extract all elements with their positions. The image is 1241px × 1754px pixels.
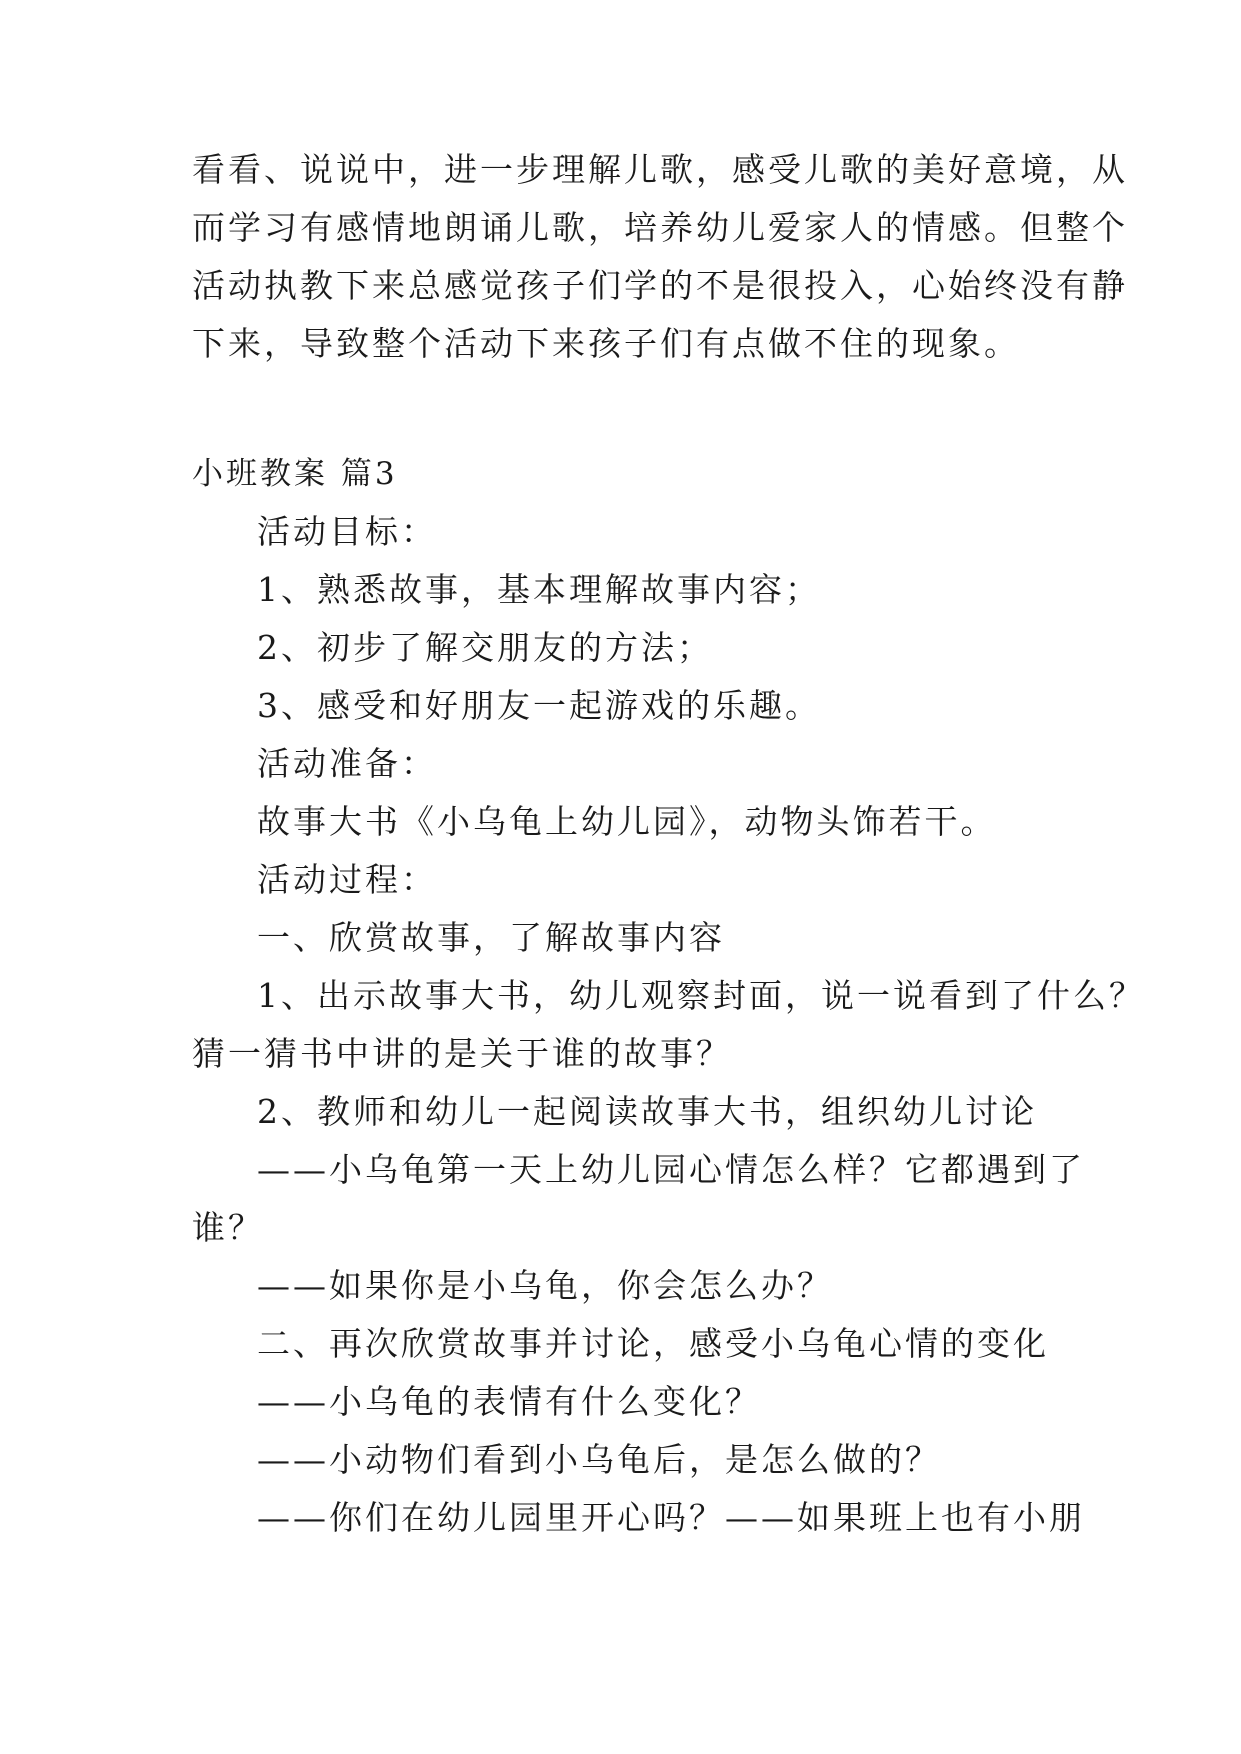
goal-item-3: 3、感受和好朋友一起游戏的乐趣。 [257,686,821,725]
intro-line-1: 看看、说说中，进一步理解儿歌，感受儿歌的美好意境，从 [192,150,1128,189]
step2-title: 二、再次欣赏故事并讨论，感受小乌龟心情的变化 [257,1324,1049,1363]
goal-item-2: 2、初步了解交朋友的方法； [257,628,713,667]
question-1-line-1: ——小乌龟第一天上幼儿园心情怎么样？它都遇到了 [257,1150,1085,1189]
goal-item-1: 1、熟悉故事，基本理解故事内容； [257,570,821,609]
intro-line-2: 而学习有感情地朗诵儿歌，培养幼儿爱家人的情感。但整个 [192,208,1128,247]
question-2: ——如果你是小乌龟，你会怎么办？ [257,1266,833,1305]
question-5: ——你们在幼儿园里开心吗？——如果班上也有小朋 [257,1498,1085,1537]
question-1-line-2: 谁？ [192,1208,264,1247]
step1-item1-line-1: 1、出示故事大书，幼儿观察封面，说一说看到了什么？ [257,976,1145,1015]
step1-title: 一、欣赏故事，了解故事内容 [257,918,725,957]
intro-line-4: 下来，导致整个活动下来孩子们有点做不住的现象。 [192,324,1020,363]
question-3: ——小乌龟的表情有什么变化？ [257,1382,761,1421]
prep-title: 活动准备： [257,744,437,783]
goals-title: 活动目标： [257,512,437,551]
intro-line-3: 活动执教下来总感觉孩子们学的不是很投入，心始终没有静 [192,266,1128,305]
question-4: ——小动物们看到小乌龟后，是怎么做的？ [257,1440,941,1479]
section-heading: 小班教案 篇3 [192,456,398,492]
process-title: 活动过程： [257,860,437,899]
step1-item2: 2、教师和幼儿一起阅读故事大书，组织幼儿讨论 [257,1092,1037,1131]
step1-item1-line-2: 猜一猜书中讲的是关于谁的故事？ [192,1034,732,1073]
prep-text: 故事大书《小乌龟上幼儿园》，动物头饰若干。 [257,802,997,841]
